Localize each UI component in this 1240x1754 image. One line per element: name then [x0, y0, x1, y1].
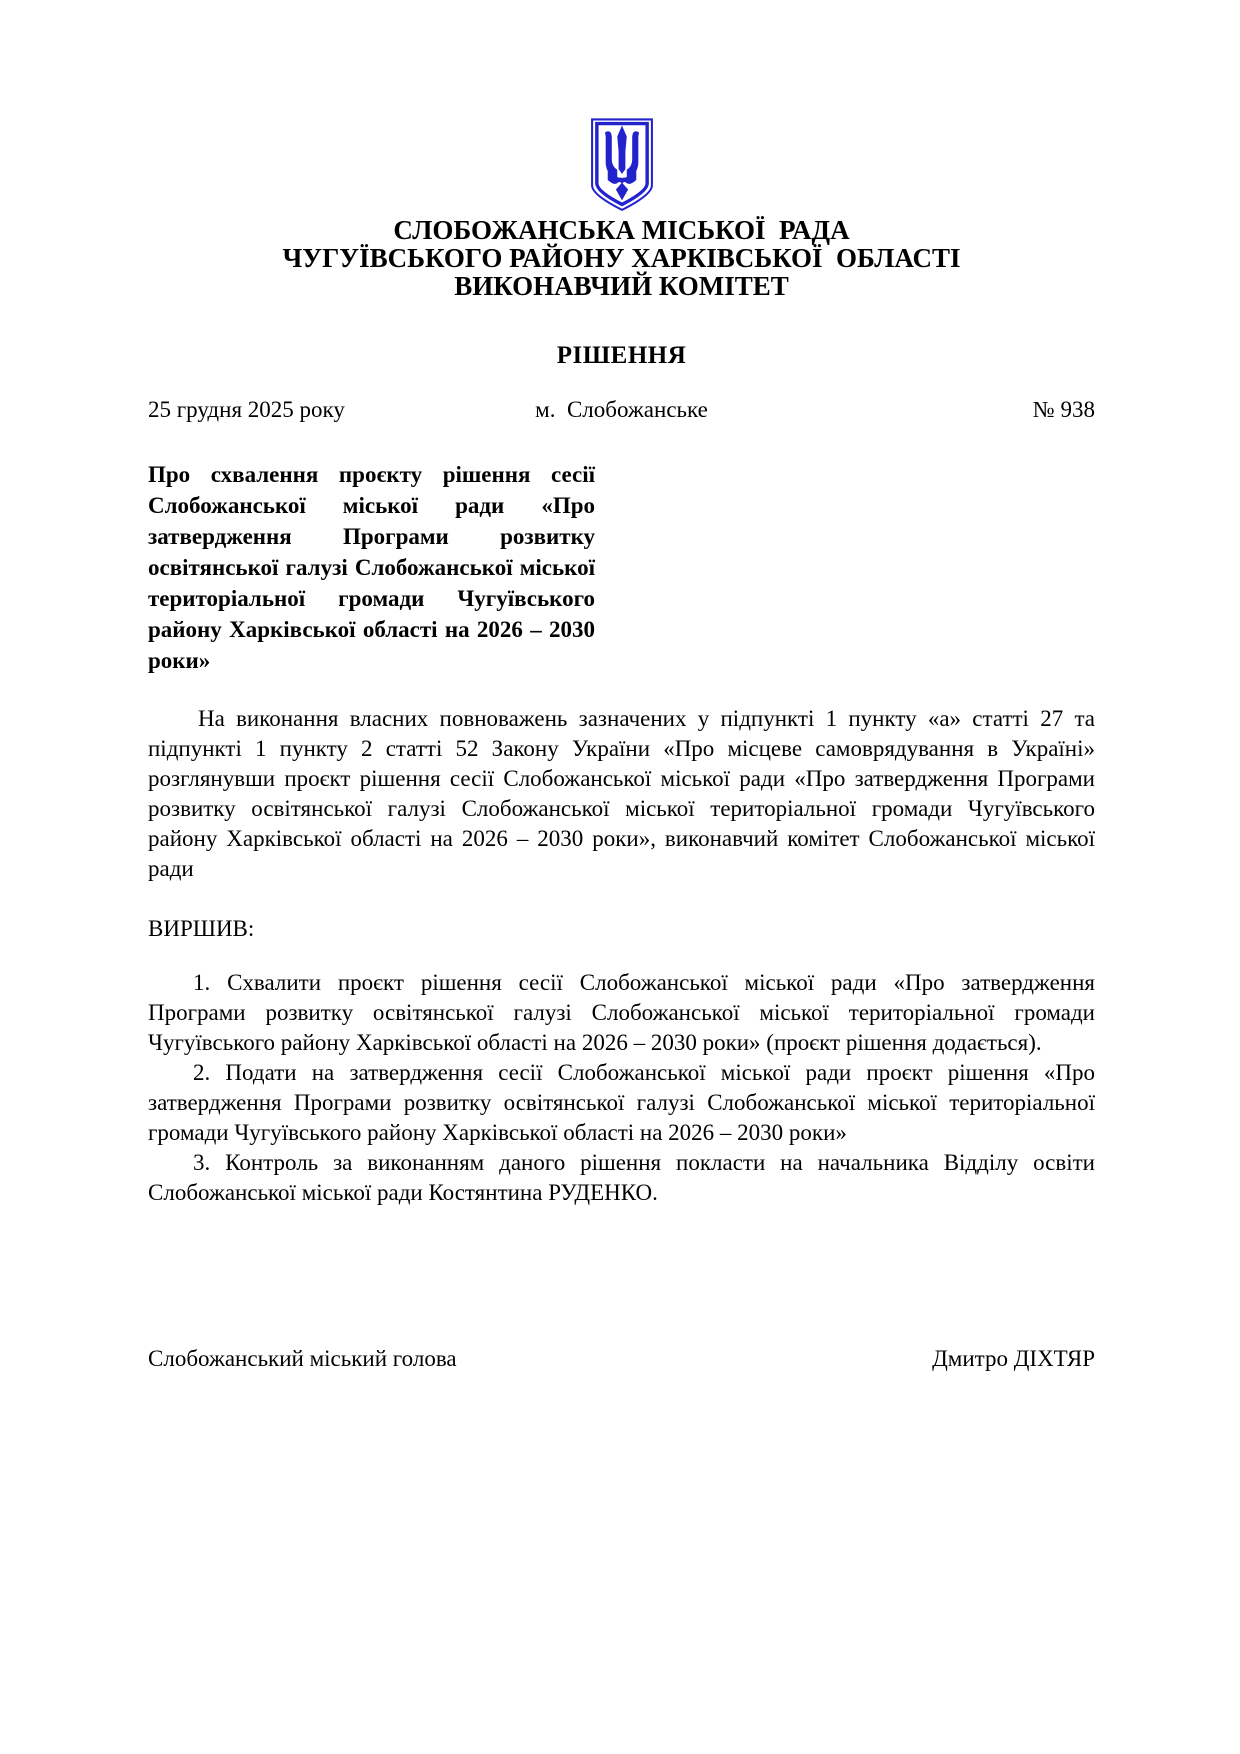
document-date: 25 грудня 2025 року	[148, 397, 345, 422]
signature-name: Дмитро ДІХТЯР	[932, 1346, 1095, 1371]
document-preamble: На виконання власних повноважень зазначених у підпункті 1 пункту «а» статті 27 та підпункті 1 пункту 2 статті 52 Закону України «Про місцеве самоврядування в Україні» розглянувши проєкт рішення сесії Слобожанської міської ради «Про затвердження Програми розвитку освітянської галузі Слобожанської міської територіальної громади Чугуївського району Харківської області на 2026 – 2030 роки», виконавчий комітет Слобожанської міської ради	[148, 706, 1095, 881]
resolution-item-2: 2. Подати на затвердження сесії Слобожанської міської ради проєкт рішення «Про затвердження Програми розвитку освітянської галузі Слобожанської міської територіальної громади Чугуївського району Харківської області на 2026 – 2030 роки»	[148, 1060, 1095, 1145]
org-name-line3: ВИКОНАВЧИЙ КОМІТЕТ	[454, 271, 789, 301]
trident-emblem-icon	[588, 116, 656, 214]
resolution-items	[148, 968, 1095, 1208]
document-subject: Про схвалення проєкту рішення сесії Слобожанської міської ради «Про затвердження Програми розвитку освітянської галузі Слобожанської міської територіальної громади Чугуївського району Харківської області на 2026 – 2030 роки»	[148, 462, 595, 673]
signature-row	[148, 1346, 1095, 1372]
document-header	[148, 116, 1095, 300]
document-place: м. Слобожанське	[535, 397, 708, 422]
resolved-label: ВИРШИВ:	[148, 916, 255, 941]
document-number: № 938	[1032, 397, 1095, 422]
document-title: РІШЕННЯ	[556, 342, 687, 369]
signature-position: Слобожанський міський голова	[148, 1346, 457, 1371]
resolution-item-1: 1. Схвалити проєкт рішення сесії Слобожанської міської ради «Про затвердження Програми розвитку освітянської галузі Слобожанської міської територіальної громади Чугуївського району Харківської області на 2026 – 2030 роки» (проєкт рішення додається).	[148, 970, 1095, 1055]
org-name-line2: ЧУГУЇВСЬКОГО РАЙОНУ ХАРКІВСЬКОЇ ОБЛАСТІ	[282, 243, 961, 273]
resolution-item-3: 3. Контроль за виконанням даного рішення покласти на начальника Відділу освіти Слобожанської міської ради Костянтина РУДЕНКО.	[148, 1150, 1095, 1205]
date-place-number-row	[148, 397, 1095, 423]
org-name-line1: СЛОБОЖАНСЬКА МІСЬКОЇ РАДА	[393, 215, 850, 245]
